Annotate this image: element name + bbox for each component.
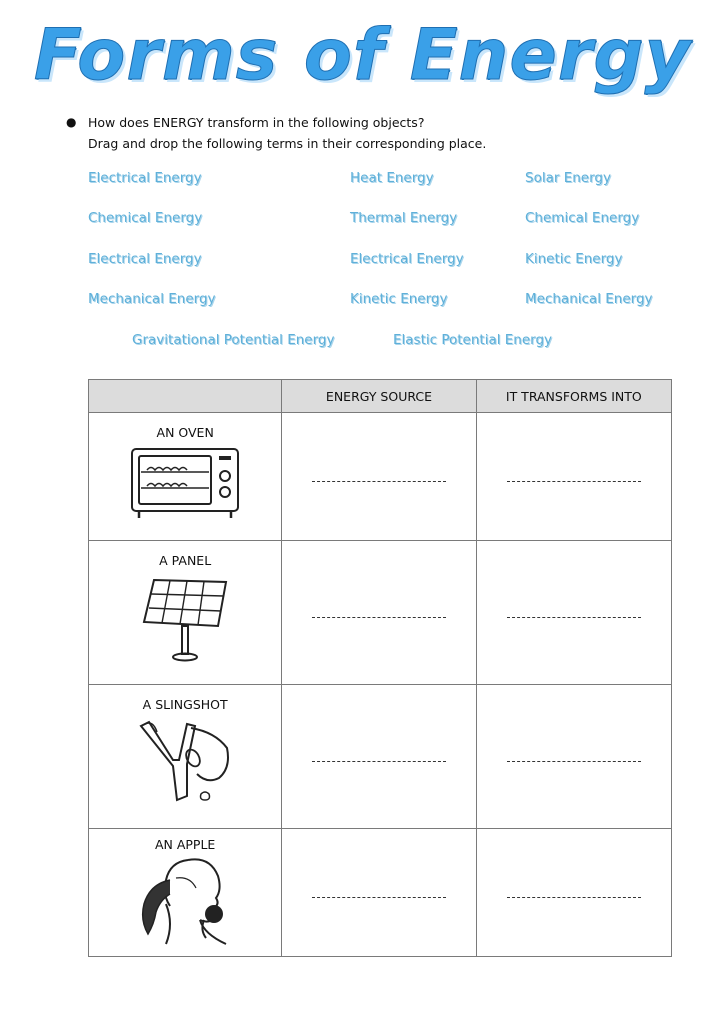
term-mechanical-energy[interactable]: Mechanical Energy xyxy=(88,291,216,307)
header-object xyxy=(89,380,282,413)
term-electrical-energy[interactable]: Electrical Energy xyxy=(88,170,202,186)
term-gravitational-potential-energy[interactable]: Gravitational Potential Energy xyxy=(132,332,335,348)
instruction-line-1: How does ENERGY transform in the following objects? xyxy=(88,115,425,130)
answer-blank[interactable] xyxy=(507,603,641,618)
transforms-into-drop-zone[interactable] xyxy=(476,685,671,829)
term-chemical-energy[interactable]: Chemical Energy xyxy=(88,210,203,226)
answer-blank[interactable] xyxy=(312,883,446,898)
answer-blank[interactable] xyxy=(312,747,446,762)
term-electrical-energy[interactable]: Electrical Energy xyxy=(350,251,464,267)
answer-blank[interactable] xyxy=(312,603,446,618)
table-row xyxy=(89,685,672,829)
page-title: Forms of Energy xyxy=(33,14,692,96)
answer-blank[interactable] xyxy=(507,883,641,898)
oven-icon xyxy=(129,446,241,520)
header-transforms-into: IT TRANSFORMS INTO xyxy=(476,380,671,413)
transforms-into-drop-zone[interactable] xyxy=(476,541,671,685)
object-label: A SLINGSHOT xyxy=(142,697,228,712)
energy-table xyxy=(88,379,672,957)
table-row xyxy=(89,829,672,957)
person-eating-apple-icon xyxy=(130,854,240,946)
table-row xyxy=(89,413,672,541)
table-header-row xyxy=(89,380,672,413)
term-kinetic-energy[interactable]: Kinetic Energy xyxy=(525,251,623,267)
energy-source-drop-zone[interactable] xyxy=(282,413,476,541)
answer-blank[interactable] xyxy=(507,467,641,482)
energy-source-drop-zone[interactable] xyxy=(282,685,476,829)
object-cell xyxy=(89,541,282,685)
header-energy-source: ENERGY SOURCE xyxy=(282,380,476,413)
term-elastic-potential-energy[interactable]: Elastic Potential Energy xyxy=(393,332,553,348)
term-kinetic-energy[interactable]: Kinetic Energy xyxy=(350,291,448,307)
transforms-into-drop-zone[interactable] xyxy=(476,829,671,957)
answer-blank[interactable] xyxy=(507,747,641,762)
energy-source-drop-zone[interactable] xyxy=(282,829,476,957)
slingshot-icon xyxy=(135,718,235,808)
object-cell xyxy=(89,413,282,541)
solar-panel-icon xyxy=(140,574,230,664)
bullet-icon: ● xyxy=(66,115,77,129)
term-electrical-energy[interactable]: Electrical Energy xyxy=(88,251,202,267)
object-label: A PANEL xyxy=(159,553,212,568)
term-solar-energy[interactable]: Solar Energy xyxy=(525,170,611,186)
object-cell xyxy=(89,685,282,829)
energy-source-drop-zone[interactable] xyxy=(282,541,476,685)
transforms-into-drop-zone[interactable] xyxy=(476,413,671,541)
answer-blank[interactable] xyxy=(312,467,446,482)
instruction-line-2: Drag and drop the following terms in their corresponding place. xyxy=(88,136,487,151)
table-row xyxy=(89,541,672,685)
object-label: AN APPLE xyxy=(154,837,216,852)
object-cell xyxy=(89,829,282,957)
instructions xyxy=(66,112,486,154)
term-chemical-energy[interactable]: Chemical Energy xyxy=(525,210,640,226)
object-label: AN OVEN xyxy=(156,425,214,440)
term-thermal-energy[interactable]: Thermal Energy xyxy=(350,210,458,226)
term-mechanical-energy[interactable]: Mechanical Energy xyxy=(525,291,653,307)
term-heat-energy[interactable]: Heat Energy xyxy=(350,170,434,186)
